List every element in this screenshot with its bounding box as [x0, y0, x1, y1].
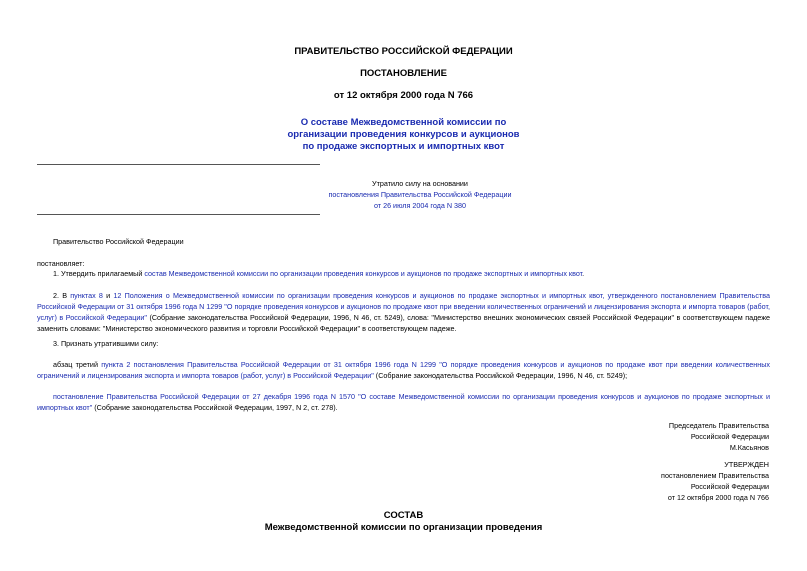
document-title-line-1: О составе Межведомственной комиссии по	[300, 117, 507, 128]
approval-line-4: от 12 октября 2000 года N 766	[667, 493, 769, 502]
signature-name: М.Касьянов	[729, 443, 769, 452]
approval-line-2: постановлением Правительства	[661, 471, 769, 480]
paragraph-2-prefix: 2. В	[53, 291, 71, 300]
divider-bottom	[37, 214, 320, 215]
paragraph-3b-suffix: (Собрание законодательства Российской Федерации, 1997, N 2, ст. 278).	[92, 403, 338, 412]
paragraph-2-suffix: (Собрание законодательства Российской Федерации, 1996, N 46, ст. 5249), слова: "Министерство внешних экономических связей Российской Федерации" в соответствующем падеже заменить словами: "Министерство экономического развития и торговли Российской Федерации" в соответствующем падеже.	[37, 313, 770, 333]
document-title-line-2: организации проведения конкурсов и аукционов	[287, 129, 520, 140]
signature-block	[669, 420, 769, 453]
resolution-1299-link[interactable]: пункта 2 постановления Правительства Российской Федерации от 31 октября 1996 года N 1299 "О порядке проведения конкурсов и аукционов по продаже квот при введении количественных ограничений и лицензирования экспорта и импорта товаров (работ, услуг) в Российской Федерации"	[37, 360, 771, 380]
government-heading: ПРАВИТЕЛЬСТВО РОССИЙСКОЙ ФЕДЕРАЦИИ	[294, 46, 513, 57]
document-type: ПОСТАНОВЛЕНИЕ	[360, 68, 447, 79]
document-title-line-3: по продаже экспортных и импортных квот	[302, 141, 505, 152]
paragraph-3a-prefix: абзац третий	[53, 360, 102, 369]
divider-top	[37, 164, 320, 165]
paragraph-1-prefix: 1. Утвердить прилагаемый	[53, 269, 145, 278]
approval-block	[661, 459, 769, 503]
approval-line-1: УТВЕРЖДЕН	[724, 460, 769, 469]
annex-title: СОСТАВ	[383, 510, 424, 521]
paragraph-3b	[37, 391, 770, 413]
point-8-link[interactable]: пунктах 8	[70, 291, 103, 300]
composition-link[interactable]: состав Межведомственной комиссии по организации проведения конкурсов и аукционов по продаже экспортных и импортных квот	[144, 269, 583, 278]
resolution-1570-link[interactable]: постановление Правительства Российской Федерации от 27 декабря 1996 года N 1570 "О составе Межведомственной комиссии по организации проведения конкурсов и аукционов по продаже экспортных и импортных квот"	[37, 392, 770, 412]
status-note-line-1: Утратило силу на основании	[372, 179, 468, 188]
paragraph-1	[37, 268, 770, 279]
status-note-link-date[interactable]: от 26 июля 2004 года N 380	[373, 201, 467, 210]
status-note	[300, 178, 540, 211]
signature-line-2: Российской Федерации	[690, 432, 769, 441]
annex-subtitle: Межведомственной комиссии по организации проведения	[264, 522, 543, 533]
paragraph-3: 3. Признать утратившими силу:	[53, 339, 159, 348]
regulation-link[interactable]: Положения о Межведомственной комиссии по организации проведения конкурсов и аукционов по продаже экспортных и импортных квот, утвержденного постановлением Правительства Российской Федерации от 31 октября 1996 года N 1299 "О порядке проведения конкурсов и аукционов по продаже квот при введении количественных ограничений и лицензирования экспорта и импорта товаров (работ, услуг) в Российской Федерации"	[37, 291, 770, 322]
paragraph-2-mid-1: и	[102, 291, 114, 300]
decides-text: постановляет:	[37, 259, 85, 268]
document-date-number: от 12 октября 2000 года N 766	[333, 90, 474, 101]
paragraph-3a-suffix: (Собрание законодательства Российской Федерации, 1996, N 46, ст. 5249);	[373, 371, 628, 380]
status-note-link[interactable]: постановления Правительства Российской Федерации	[328, 190, 512, 199]
point-12-link[interactable]: 12	[113, 291, 122, 300]
paragraph-3a	[37, 359, 770, 381]
approval-line-3: Российской Федерации	[690, 482, 769, 491]
paragraph-1-suffix: .	[582, 269, 585, 278]
signature-line-1: Председатель Правительства	[668, 421, 769, 430]
paragraph-2	[37, 290, 770, 334]
intro-text: Правительство Российской Федерации	[53, 237, 184, 246]
